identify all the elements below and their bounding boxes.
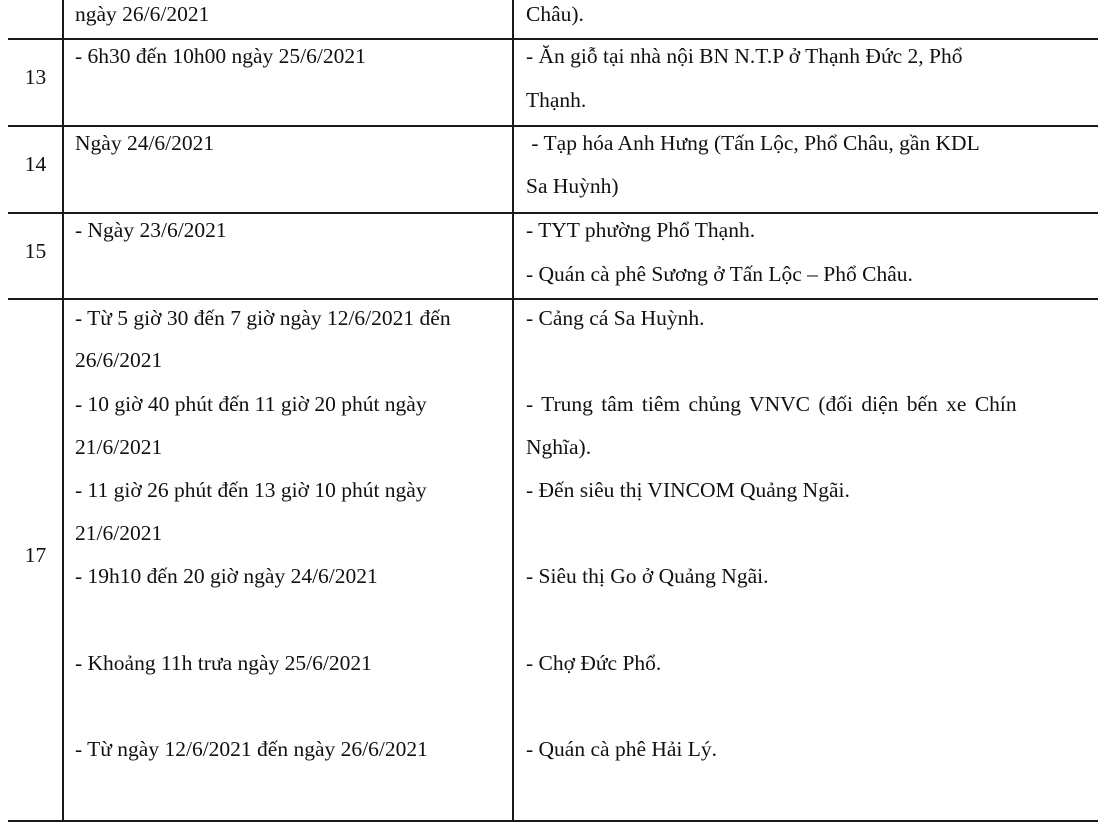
- place-cell-text: - Tạp hóa Anh Hưng (Tấn Lộc, Phổ Châu, gần KDL: [526, 131, 980, 155]
- time-cell-text: - Ngày 23/6/2021: [75, 218, 227, 242]
- place-cell-text: - Cảng cá Sa Huỳnh.: [526, 306, 705, 330]
- place-cell-text: - Trung tâm tiêm chủng VNVC (đối diện bến xe Chín: [526, 392, 1017, 416]
- row-number: 17: [24, 543, 47, 567]
- time-cell-text: - Khoảng 11h trưa ngày 25/6/2021: [75, 651, 372, 675]
- time-cell-text: ngày 26/6/2021: [75, 2, 210, 26]
- time-cell-text: - 19h10 đến 20 giờ ngày 24/6/2021: [75, 564, 378, 588]
- time-cell-text: 26/6/2021: [75, 348, 163, 372]
- place-cell-text: Châu).: [526, 2, 584, 26]
- time-cell-text: - 10 giờ 40 phút đến 11 giờ 20 phút ngày: [75, 392, 427, 416]
- place-cell-text: - Ăn giỗ tại nhà nội BN N.T.P ở Thạnh Đức 2, Phổ: [526, 44, 963, 68]
- time-cell-text: - 6h30 đến 10h00 ngày 25/6/2021: [75, 44, 366, 68]
- place-cell-text: - TYT phường Phổ Thạnh.: [526, 218, 756, 242]
- time-cell-text: 21/6/2021: [75, 521, 163, 545]
- time-cell-text: - 11 giờ 26 phút đến 13 giờ 10 phút ngày: [75, 478, 427, 502]
- place-cell-text: - Siêu thị Go ở Quảng Ngãi.: [526, 564, 769, 588]
- time-cell-text: 21/6/2021: [75, 435, 163, 459]
- row-number: 13: [24, 65, 47, 89]
- place-cell-text: Sa Huỳnh): [526, 174, 619, 198]
- row-number: 14: [24, 152, 47, 176]
- place-cell-text: - Quán cà phê Sương ở Tấn Lộc – Phổ Châu.: [526, 262, 913, 286]
- time-cell-text: Ngày 24/6/2021: [75, 131, 215, 155]
- place-cell-text: Nghĩa).: [526, 435, 592, 459]
- place-cell-text: - Đến siêu thị VINCOM Quảng Ngãi.: [526, 478, 850, 502]
- time-cell-text: - Từ ngày 12/6/2021 đến ngày 26/6/2021: [75, 737, 428, 761]
- place-cell-text: Thạnh.: [526, 88, 587, 112]
- row-number: 15: [24, 239, 47, 263]
- place-cell-text: - Chợ Đức Phổ.: [526, 651, 662, 675]
- time-cell-text: - Từ 5 giờ 30 đến 7 giờ ngày 12/6/2021 đến: [75, 306, 451, 330]
- place-cell-text: - Quán cà phê Hải Lý.: [526, 737, 718, 761]
